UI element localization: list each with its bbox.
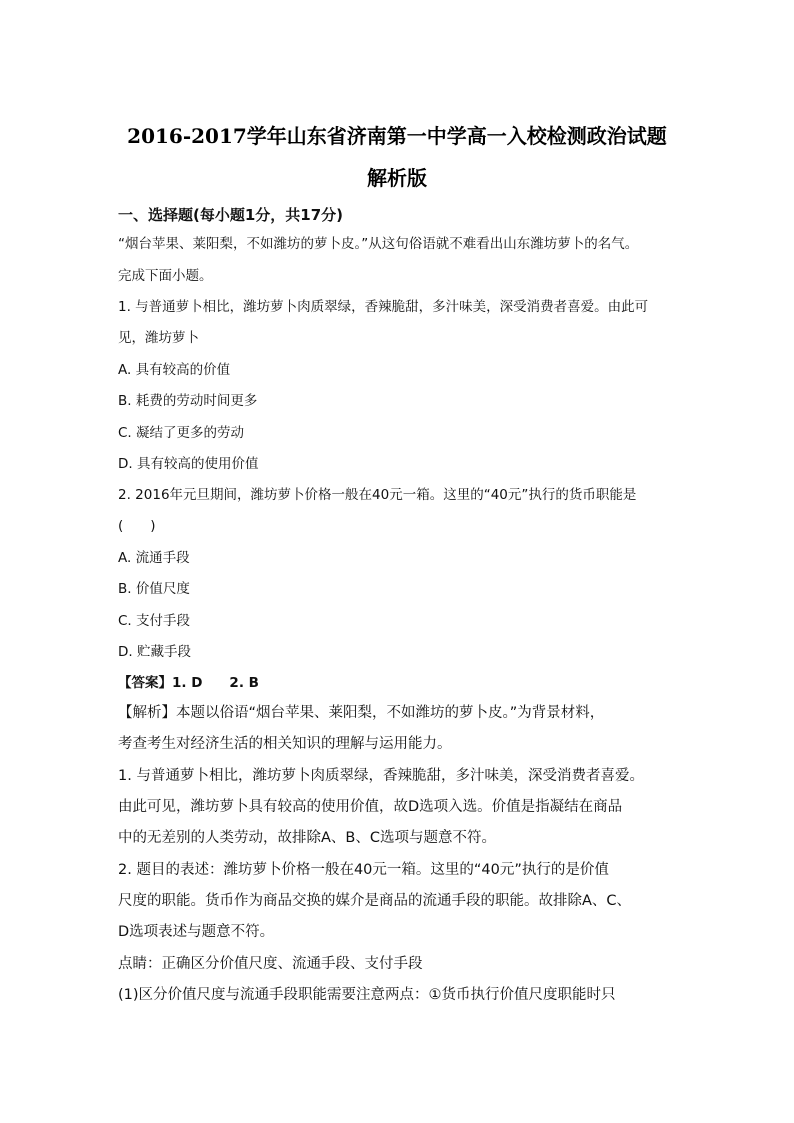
intro-line: 完成下面小题。 [118, 268, 213, 284]
question-2-stem: 2. 2016年元旦期间，潍坊萝卜价格一般在40元一箱。这里的“40元”执行的货币职能是 [118, 487, 637, 503]
analysis-line: (1)区分价值尺度与流通手段职能需要注意两点：①货币执行价值尺度职能时只 [118, 987, 616, 1003]
document-subtitle: 解析版 [367, 166, 427, 190]
question-2-option: C. 支付手段 [118, 613, 191, 629]
question-1-stem: 1. 与普通萝卜相比，潍坊萝卜肉质翠绿，香辣脆甜，多汁味美，深受消费者喜爱。由此可 [118, 299, 649, 315]
analysis-line: D选项表述与题意不符。 [118, 924, 275, 940]
analysis-line: 1. 与普通萝卜相比，潍坊萝卜肉质翠绿，香辣脆甜，多汁味美，深受消费者喜爱。 [118, 768, 644, 784]
question-2-option: A. 流通手段 [118, 550, 190, 566]
analysis-line: 2. 题目的表述：潍坊萝卜价格一般在40元一箱。这里的“40元”执行的是价值 [118, 862, 609, 878]
analysis-line: 中的无差别的人类劳动，故排除A、B、C选项与题意不符。 [118, 830, 496, 846]
analysis-line: 尺度的职能。货币作为商品交换的媒介是商品的流通手段的职能。故排除A、C、 [118, 893, 632, 909]
analysis-line: 【解析】本题以俗语“烟台苹果、莱阳梨，不如潍坊的萝卜皮。”为背景材料， [118, 705, 605, 721]
analysis-line: 点睛：正确区分价值尺度、流通手段、支付手段 [118, 956, 423, 972]
answer-line: 【答案】1. D 2. B [118, 675, 259, 691]
intro-line: “烟台苹果、莱阳梨，不如潍坊的萝卜皮。”从这句俗语就不难看出山东潍坊萝卜的名气。 [118, 236, 639, 252]
question-1-option: A. 具有较高的价值 [118, 362, 231, 378]
section-heading: 一、选择题(每小题1分，共17分) [118, 206, 344, 224]
document-title: 2016-2017学年山东省济南第一中学高一入校检测政治试题 [127, 124, 667, 148]
question-1-option: D. 具有较高的使用价值 [118, 456, 259, 472]
question-2-option: B. 价值尺度 [118, 581, 190, 597]
question-1-option: C. 凝结了更多的劳动 [118, 425, 245, 441]
question-2-stem: ( ) [118, 518, 156, 534]
question-1-stem: 见，潍坊萝卜 [118, 330, 199, 346]
analysis-line: 由此可见，潍坊萝卜具有较高的使用价值，故D选项入选。价值是指凝结在商品 [118, 799, 623, 815]
analysis-line: 考查考生对经济生活的相关知识的理解与运用能力。 [118, 736, 452, 752]
question-1-option: B. 耗费的劳动时间更多 [118, 393, 258, 409]
question-2-option: D. 贮藏手段 [118, 644, 191, 660]
